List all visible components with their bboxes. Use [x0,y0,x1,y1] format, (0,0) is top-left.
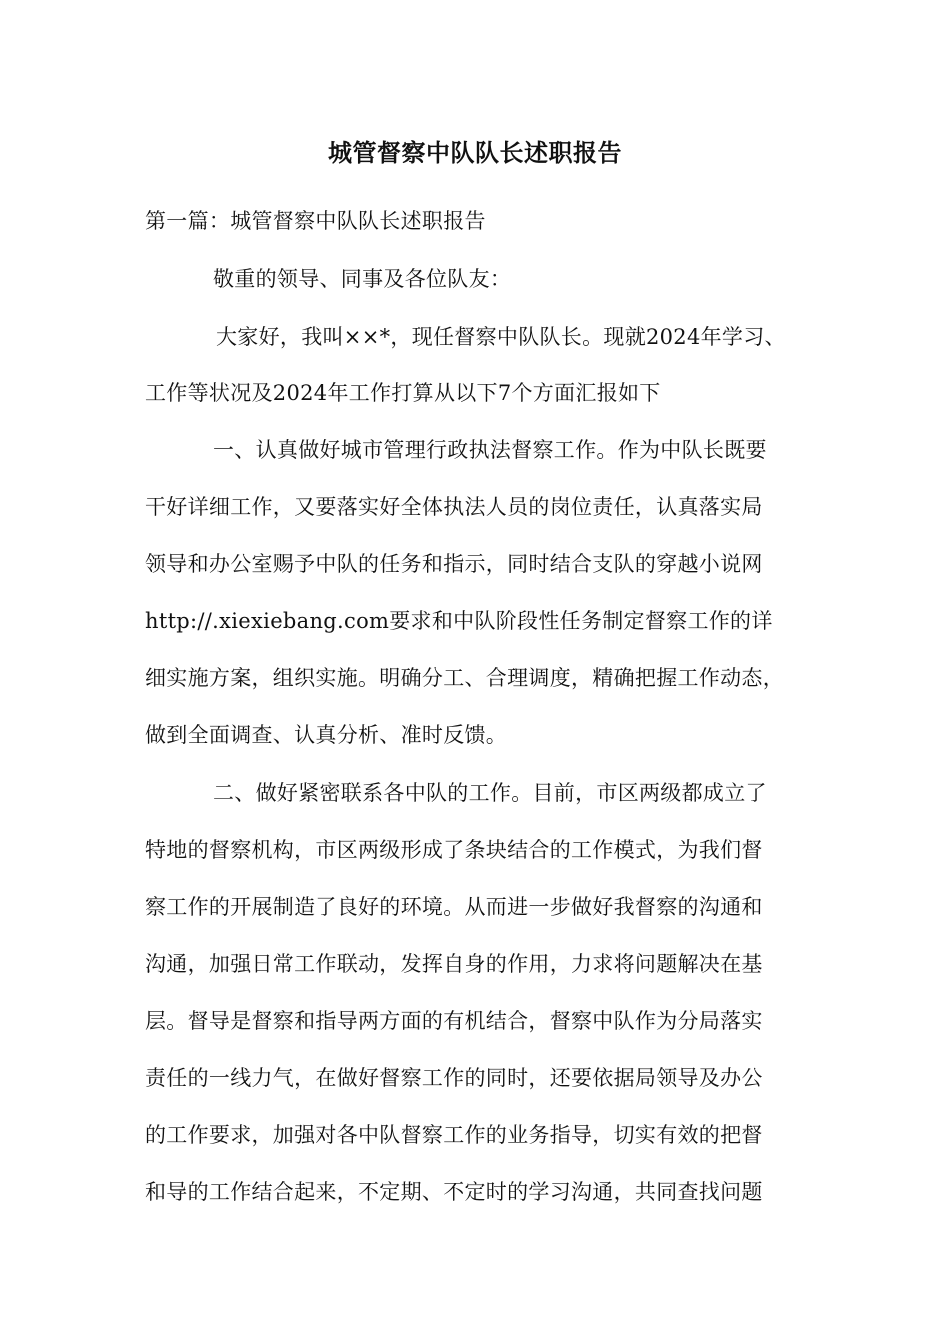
paragraph-line: 的工作要求，加强对各中队督察工作的业务指导，切实有效的把督 [145,1123,763,1147]
paragraph-line: 做到全面调查、认真分析、准时反馈。 [145,723,508,747]
paragraph-line: 和导的工作结合起来，不定期、不定时的学习沟通，共同查找问题 [145,1180,763,1204]
section-subtitle: 第一篇：城管督察中队队长述职报告 [145,209,486,233]
paragraph-line: 察工作的开展制造了良好的环境。从而进一步做好我督察的沟通和 [145,895,763,919]
document-title: 城管督察中队队长述职报告 [328,138,622,167]
paragraph-line: 工作等状况及2024年工作打算从以下7个方面汇报如下 [145,381,661,405]
greeting: 敬重的领导、同事及各位队友： [213,267,512,291]
paragraph-line: 沟通，加强日常工作联动，发挥自身的作用，力求将问题解决在基 [145,952,763,976]
paragraph-line: 领导和办公室赐予中队的任务和指示，同时结合支队的穿越小说网 [145,552,763,576]
paragraph-line: http://.xiexiebang.com要求和中队阶段性任务制定督察工作的详 [145,609,773,633]
paragraph-line: 细实施方案，组织实施。明确分工、合理调度，精确把握工作动态， [145,666,784,690]
paragraph-line: 一、认真做好城市管理行政执法督察工作。作为中队长既要 [213,438,767,462]
paragraph-line: 大家好，我叫××*，现任督察中队队长。现就2024年学习、 [216,325,786,349]
paragraph-line: 特地的督察机构，市区两级形成了条块结合的工作模式，为我们督 [145,838,763,862]
paragraph-line: 二、做好紧密联系各中队的工作。目前，市区两级都成立了 [213,781,767,805]
paragraph-line: 干好详细工作，又要落实好全体执法人员的岗位责任，认真落实局 [145,495,763,519]
paragraph-line: 层。督导是督察和指导两方面的有机结合，督察中队作为分局落实 [145,1009,763,1033]
paragraph-line: 责任的一线力气，在做好督察工作的同时，还要依据局领导及办公 [145,1066,763,1090]
